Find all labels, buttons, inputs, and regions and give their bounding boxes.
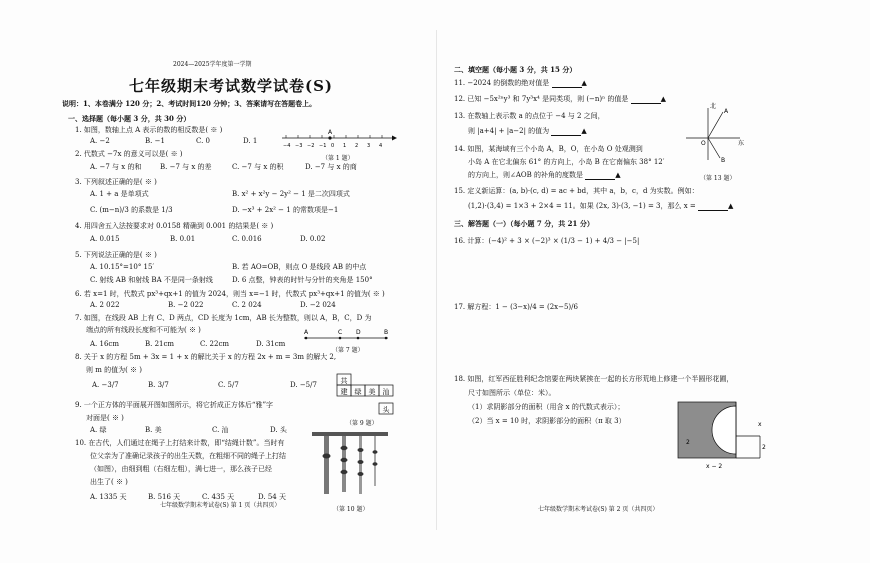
q10-knot-ropes — [310, 430, 390, 502]
q7-point-label: B — [384, 329, 389, 336]
q10-stem: 10. 在古代，人们通过在绳子上打结来计数，即“结绳计数”。当时有 — [75, 439, 285, 447]
q7-option-d: D. 31cm — [256, 340, 286, 348]
q7-stem: 7. 如图，在线段 AB 上有 C、D 两点，CD 长度为 1cm，AB 长为整数，则以 A，B，C，D 为 — [75, 314, 372, 322]
footer-page-1: 七年级数学期末考试卷(S) 第 1 页（共四页） — [160, 502, 281, 509]
section-1-heading: 一、选择题（每小题 3 分，共 30 分） — [68, 114, 191, 123]
q1-tick-label: −3 — [295, 143, 303, 149]
q1-tick-label: −2 — [307, 143, 315, 149]
q18-part-1: （1）求阴影部分的面积（用含 x 的代数式表示）； — [468, 403, 625, 411]
q13-blank — [551, 127, 581, 136]
q8-stem: 8. 关于 x 的方程 5m + 3x = 1 + x 的解比关于 x 的方程 2x + m = 3m 的解大 2, — [75, 353, 337, 361]
q10-stem-2: 位父亲为了准确记录孩子的出生天数，在粗细不同的绳子上打结 — [90, 452, 286, 460]
q1-tick-label: 3 — [367, 143, 371, 149]
q10-option-a: A. 1335 天 — [90, 493, 127, 501]
net-cell-1: 共 — [340, 377, 348, 385]
q7-caption: （第 7 题） — [332, 347, 364, 354]
section-3-heading: 三、解答题（一）（每小题 7 分，共 21 分） — [454, 219, 594, 228]
q10-option-b: B. 516 天 — [148, 493, 181, 501]
q4-stem: 4. 用四舍五入法按要求对 0.0158 精确到 0.001 的结果是( ※ ) — [75, 222, 274, 230]
q1-caption: （第 1 题） — [322, 155, 354, 162]
q5-option-b: B. 若 AO=OB，则点 O 是线段 AB 的中点 — [232, 263, 367, 271]
q11-blank — [552, 79, 582, 88]
q10-option-d: D. 54 天 — [258, 493, 286, 501]
q18-label-2b: 2 — [686, 439, 690, 446]
q5-stem: 5. 下列说法正确的是( ※ ) — [75, 251, 157, 259]
q7-point — [305, 337, 308, 340]
q16-stem: 16. 计算：(−4)² + 3 × (−2)³ × (1/3 − 1) + 4/3 − |−5| — [454, 237, 640, 245]
q7-option-a: A. 16cm — [90, 340, 119, 348]
point-o-label: O — [701, 140, 706, 147]
q8-option-b: B. 3/7 — [148, 381, 169, 389]
q14-stem: 14. 如图，某海域有三个小岛 A，B，O，在小岛 O 处观测到 — [454, 145, 643, 153]
q18-label-2: 2 — [762, 444, 766, 451]
q13-stem: 13. 在数轴上表示数 a 的点位于 −4 与 2 之间， — [454, 112, 605, 120]
instructions: 说明：1、本卷满分 120 分；2、考试时间120 分钟；3、答案请写在答题卷上。 — [62, 99, 317, 108]
q6-option-a: A. 2 022 — [90, 301, 120, 309]
q18-stem-2: 尺寸如图所示（单位：米）。 — [468, 389, 556, 397]
q9-option-b: B. 美 — [145, 426, 162, 434]
q5-option-a: A. 10.15°=10° 15′ — [90, 263, 155, 271]
net-cell-4: 美 — [368, 388, 376, 396]
q7-point — [339, 337, 342, 340]
q2-option-d: D. −7 与 x 的商 — [305, 163, 357, 171]
q7-point — [357, 337, 360, 340]
q10-stem-3: （如图），由细到粗（右细左粗），满七进一，那么孩子已经 — [90, 465, 272, 473]
q9-caption: （第 9 题） — [346, 420, 378, 427]
q4-option-a: A. 0.015 — [90, 235, 120, 243]
q9-cube-net — [336, 373, 408, 417]
q18-garden-figure — [670, 396, 770, 474]
net-cell-3: 绿 — [354, 388, 362, 396]
q1-tick-label: −1 — [319, 143, 327, 149]
q9-option-c: C. 汕 — [212, 426, 229, 434]
east-label: 东 — [738, 140, 745, 147]
q1-option-b: B. −1 — [145, 137, 165, 145]
q10-stem-4: 出生了( ※ ) — [90, 478, 128, 486]
q1-option-d: D. 1 — [243, 137, 258, 145]
q1-option-a: A. −2 — [90, 137, 110, 145]
q4-option-c: C. 0.016 — [232, 235, 262, 243]
q4-option-d: D. 0.02 — [300, 235, 326, 243]
q15-stem-2: (1,2)·(3,4) = 1×3 + 2×4 = 11。如果 (2x, 3)·(3, −1) = 3，那么 x = ▲ — [468, 202, 734, 210]
q1-number-line — [278, 126, 398, 152]
q5-option-c: C. 射线 AB 和射线 BA 不是同一条射线 — [90, 276, 213, 284]
q7-segment — [300, 328, 395, 344]
q9-stem-2: 对面是( ※ ) — [86, 414, 124, 422]
q3-option-a: A. 1 + a 是单项式 — [90, 190, 149, 198]
net-cell-5: 汕 — [382, 388, 390, 396]
q18-stem: 18. 如图，红军西征胜利纪念馆要在两块紧挨在一起的长方形荒地上修建一个半圆形花圃， — [454, 375, 734, 383]
q14-caption: （第 13 题） — [700, 175, 736, 182]
q1-tick-label: 2 — [355, 143, 359, 149]
q1-tick-label: −4 — [283, 143, 291, 149]
exam-title: 七年级期末考试数学试卷(S) — [129, 77, 334, 95]
q14-stem-2: 小岛 A 在它北偏东 61° 的方向上，小岛 B 在它南偏东 38° 12′ — [468, 158, 665, 166]
net-cell-2: 建 — [340, 388, 348, 396]
q7-point-label: D — [356, 329, 361, 336]
q1-tick-label: 4 — [379, 143, 383, 149]
point-a-label: A — [724, 108, 729, 115]
q7-point — [385, 337, 388, 340]
q6-option-d: D. −2 024 — [300, 301, 336, 309]
q14-blank — [585, 171, 615, 180]
q7-point-label: A — [304, 329, 309, 336]
q3-stem: 3. 下列叙述正确的是( ※ ) — [75, 178, 157, 186]
q1-stem: 1. 如图，数轴上点 A 表示的数的相反数是( ※ ) — [75, 126, 223, 134]
q18-label-x-minus-2: x − 2 — [706, 463, 723, 470]
q17-stem: 17. 解方程：1 − (3−x)/4 = (2x−5)/6 — [454, 303, 578, 311]
q2-stem: 2. 代数式 −7x 的意义可以是( ※ ) — [75, 150, 183, 158]
q8-stem-2: 则 m 的值为( ※ ) — [86, 366, 142, 374]
q7-point-label: C — [338, 329, 343, 336]
page-2 — [438, 0, 870, 563]
q18-part-2: （2）当 x = 10 时，求阴影部分的面积（π 取 3） — [468, 417, 626, 425]
q6-stem: 6. 若 x=1 时，代数式 px³+qx+1 的值为 2024，则当 x=−1 时，代数式 px³+qx+1 的值为( ※ ) — [75, 290, 385, 298]
q12-stem: 12. 已知 −5x²ⁿy³ 和 7y³x⁴ 是同类项，则 (−n)ⁿ 的值是 ▲ — [454, 95, 667, 103]
q1-tick-label: 1 — [343, 143, 347, 149]
q1-tick-label: 0 — [331, 143, 335, 149]
q13-stem-2: 则 |a+4| + |a−2| 的值为 ▲ — [468, 127, 587, 135]
q14-compass-figure — [678, 100, 748, 180]
section-2-heading: 二、填空题（每小题 3 分，共 15 分） — [454, 65, 577, 74]
q2-option-c: C. −7 与 x 的积 — [232, 163, 284, 171]
q15-stem: 15. 定义新运算：(a, b)·(c, d) = ac + bd，其中 a，b，c，d 为实数。例如： — [454, 187, 699, 195]
q7-stem-2: 端点的所有线段长度和不可能为( ※ ) — [86, 326, 201, 334]
q9-stem: 9. 一个正方体的平面展开图如图所示，将它折成正方体后“雅”字 — [75, 401, 274, 409]
q1-point-label: A — [328, 129, 333, 136]
q1-option-c: C. 0 — [196, 137, 211, 145]
q10-caption: （第 10 题） — [333, 506, 369, 513]
q9-option-d: D. 头 — [270, 426, 287, 434]
q2-option-a: A. −7 与 x 的和 — [90, 163, 142, 171]
net-cell-6: 头 — [382, 406, 390, 414]
q7-option-c: C. 22cm — [200, 340, 230, 348]
q10-option-c: C. 435 天 — [202, 493, 235, 501]
q3-option-d: D. −x³ + 2x² − 1 的常数项是−1 — [232, 206, 339, 214]
q14-stem-3: 的方向上，则∠AOB 的补角的度数是 ▲ — [468, 171, 621, 179]
q3-option-c: C. (m−n)/3 的系数是 1/3 — [90, 206, 173, 214]
q18-label-x: x — [758, 421, 762, 428]
q15-blank — [698, 202, 728, 211]
q2-option-b: B. −7 与 x 的差 — [160, 163, 212, 171]
q4-option-b: B. 0.01 — [170, 235, 196, 243]
q8-option-c: C. 5/7 — [218, 381, 239, 389]
term-header: 2024—2025学年度第一学期 — [173, 61, 252, 68]
north-label: 北 — [710, 103, 717, 110]
point-b-label: B — [721, 157, 726, 164]
q5-option-d: D. 6 点整，钟表的时针与分针的夹角是 150° — [232, 276, 373, 284]
q8-option-d: D. −5/7 — [290, 381, 317, 389]
q8-option-a: A. −3/7 — [92, 381, 119, 389]
q12-blank — [631, 95, 661, 104]
q6-option-b: B. −2 022 — [168, 301, 204, 309]
q6-option-c: C. 2 024 — [232, 301, 262, 309]
q9-option-a: A. 绿 — [90, 426, 107, 434]
q7-option-b: B. 21cm — [145, 340, 175, 348]
q3-option-b: B. x² + x²y − 2y² − 1 是二次四项式 — [232, 190, 350, 198]
q11-stem: 11. −2024 的倒数的绝对值是 ▲ — [454, 79, 587, 87]
footer-page-2: 七年级数学期末考试卷(S) 第 2 页（共四页） — [538, 506, 659, 513]
